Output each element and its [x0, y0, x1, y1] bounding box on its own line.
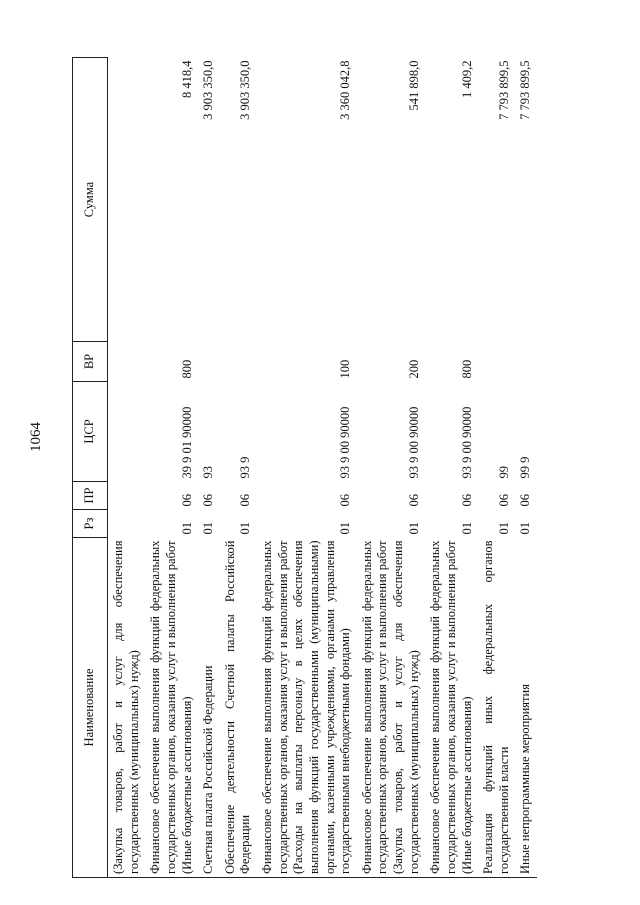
row-vr — [478, 342, 515, 382]
row-name: Счетная палата Российской Федерации — [198, 538, 220, 878]
table-row — [357, 58, 426, 878]
row-pr: 06 — [338, 494, 353, 507]
table-row — [257, 58, 357, 878]
row-vr — [220, 342, 257, 382]
header-csr: ЦСР — [73, 382, 108, 482]
row-name: Финансовое обеспечение выполнения функций федеральных государственных органов, оказания услуг и выполнения работ (Закупка товаров, работ и услуг для обеспечения государственных (муниципальных) нужд) — [357, 538, 426, 878]
table-row — [108, 58, 146, 878]
table-row — [515, 58, 537, 878]
row-pr — [108, 482, 146, 510]
row-pr: 06 — [496, 494, 511, 507]
row-name: Иные непрограммные мероприятия — [515, 538, 537, 878]
row-sum: 3 360 042,8 — [338, 60, 353, 120]
row-sum: 7 793 899,5 — [518, 60, 533, 120]
page-number: 1064 — [28, 422, 44, 452]
row-rz: 01 — [518, 522, 533, 535]
row-pr: 06 — [518, 494, 533, 507]
row-name: (Закупка товаров, работ и услуг для обеспечения государственных (муниципальных) нужд) — [108, 538, 146, 878]
row-vr — [108, 342, 146, 382]
row-rz — [108, 510, 146, 538]
table-body — [108, 58, 538, 878]
row-pr: 06 — [201, 494, 216, 507]
header-rz: Рз — [73, 510, 108, 538]
header-vr: ВР — [73, 342, 108, 382]
table-header — [73, 58, 108, 878]
row-rz: 01 — [238, 522, 253, 535]
row-name: Обеспечение деятельности Счетной палаты Российской Федерации — [220, 538, 257, 878]
row-csr: 93 9 — [238, 456, 253, 479]
row-vr: 800 — [179, 359, 194, 379]
row-name: Реализация функций иных федеральных органов государственной власти — [478, 538, 515, 878]
row-pr: 06 — [459, 494, 474, 507]
row-csr: 93 9 00 90000 — [406, 406, 421, 479]
row-name: Финансовое обеспечение выполнения функций федеральных государственных органов, оказания услуг и выполнения работ (Расходы на выплаты персоналу в целях обеспечения выполнения функций государственными (муниципальными) органами, казенными учреждениями, органами управления государственными внебюджетными фондами) — [257, 538, 357, 878]
header-name: Наименование — [73, 538, 108, 878]
row-csr: 39 9 01 90000 — [179, 406, 194, 479]
row-csr: 93 9 00 90000 — [459, 406, 474, 479]
row-pr: 06 — [238, 494, 253, 507]
row-sum: 3 903 350,0 — [238, 60, 253, 120]
row-pr: 06 — [179, 494, 194, 507]
row-vr: 100 — [338, 359, 353, 379]
row-rz: 01 — [459, 522, 474, 535]
row-rz: 01 — [406, 522, 421, 535]
row-name: Финансовое обеспечение выполнения функций федеральных государственных органов, оказания услуг и выполнения работ (Иные бюджетные ассигнования) — [145, 538, 198, 878]
row-vr — [198, 342, 220, 382]
header-pr: ПР — [73, 482, 108, 510]
table-row — [478, 58, 515, 878]
row-sum — [108, 58, 146, 342]
row-csr: 99 — [496, 466, 511, 479]
row-csr — [108, 382, 146, 482]
row-rz: 01 — [496, 522, 511, 535]
row-vr: 800 — [459, 359, 474, 379]
row-sum: 541 898,0 — [406, 60, 421, 111]
row-rz: 01 — [179, 522, 194, 535]
budget-table — [72, 57, 537, 878]
row-rz: 01 — [201, 522, 216, 535]
row-vr: 200 — [406, 359, 421, 379]
table-row — [220, 58, 257, 878]
row-name: Финансовое обеспечение выполнения функций федеральных государственных органов, оказания услуг и выполнения работ (Иные бюджетные ассигнования) — [425, 538, 478, 878]
row-rz: 01 — [338, 522, 353, 535]
row-vr — [515, 342, 537, 382]
row-csr: 99 9 — [518, 456, 533, 479]
row-sum: 3 903 350,0 — [201, 60, 216, 120]
row-pr: 06 — [406, 494, 421, 507]
row-csr: 93 9 00 90000 — [338, 406, 353, 479]
row-csr: 93 — [201, 466, 216, 479]
row-sum: 1 409,2 — [459, 60, 474, 98]
rotated-table-container — [72, 58, 617, 878]
header-sum: Сумма — [73, 58, 108, 342]
table-row — [198, 58, 220, 878]
row-sum: 7 793 899,5 — [496, 60, 511, 120]
row-sum: 8 418,4 — [179, 60, 194, 98]
table-row — [425, 58, 478, 878]
table-row — [145, 58, 198, 878]
